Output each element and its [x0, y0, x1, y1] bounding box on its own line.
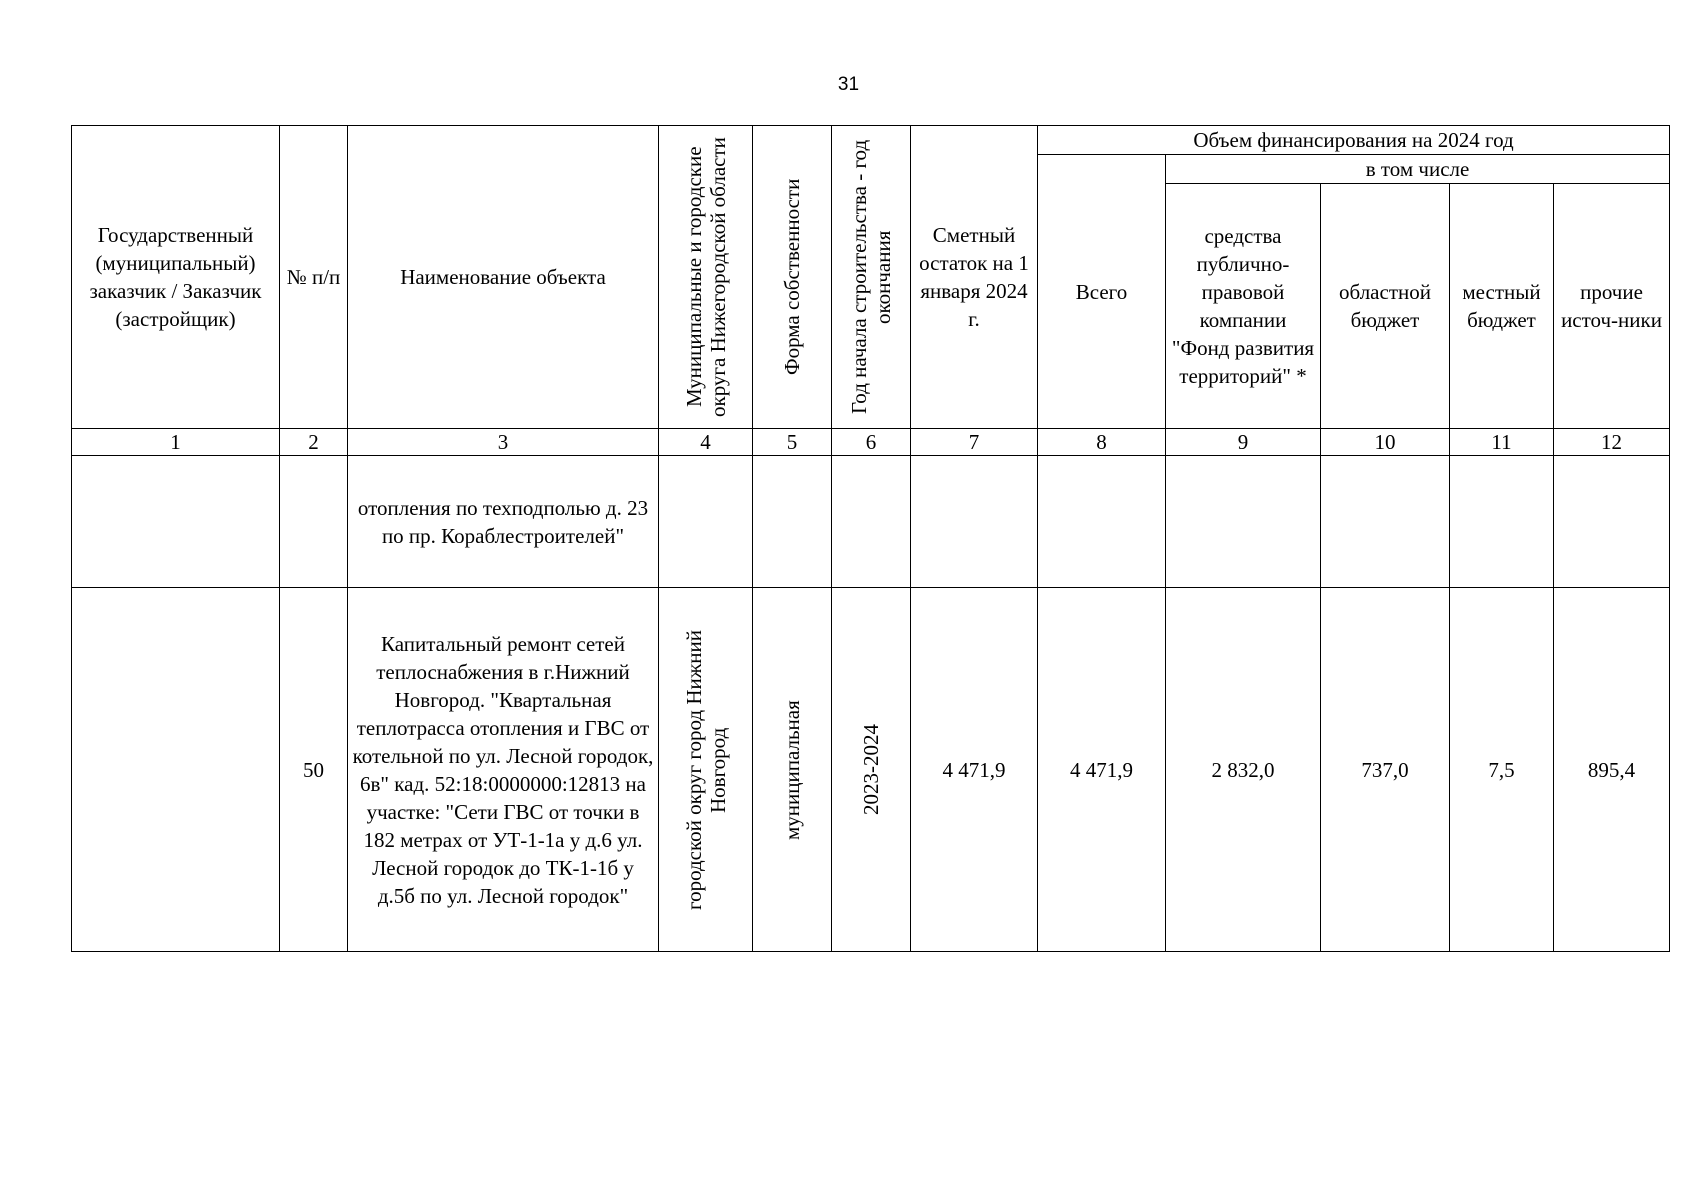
column-number: 11	[1450, 429, 1554, 456]
cell-other	[1554, 456, 1670, 588]
header-total: Всего	[1038, 155, 1166, 429]
column-number: 9	[1166, 429, 1321, 456]
column-number: 3	[348, 429, 659, 456]
header-regional: областной бюджет	[1321, 184, 1450, 429]
header-other: прочие источ-ники	[1554, 184, 1670, 429]
cell-years	[832, 456, 911, 588]
cell-regional: 737,0	[1321, 588, 1450, 952]
header-ownership-text: Форма собственности	[780, 178, 804, 376]
column-number: 10	[1321, 429, 1450, 456]
column-number: 5	[753, 429, 832, 456]
header-municipality	[659, 126, 753, 429]
column-number: 1	[72, 429, 280, 456]
cell-years-text: 2023-2024	[859, 724, 883, 815]
header-estimate: Сметный остаток на 1 января 2024 г.	[911, 126, 1038, 429]
cell-customer	[72, 588, 280, 952]
header-name: Наименование объекта	[348, 126, 659, 429]
column-number: 7	[911, 429, 1038, 456]
header-municipality-text: Муниципальные и городские округа Нижегородской области	[681, 137, 730, 417]
cell-num: 50	[280, 588, 348, 952]
cell-municipality	[659, 456, 753, 588]
cell-ownership	[753, 456, 832, 588]
cell-name: отопления по техподполью д. 23 по пр. Кораблестроителей"	[348, 456, 659, 588]
cell-total: 4 471,9	[1038, 588, 1166, 952]
financing-table	[71, 125, 1670, 952]
header-years-text: Год начала строительства - год окончания	[847, 139, 895, 415]
cell-estimate	[911, 456, 1038, 588]
header-including: в том числе	[1166, 155, 1670, 184]
cell-estimate: 4 471,9	[911, 588, 1038, 952]
header-row-1	[72, 126, 1670, 155]
cell-num	[280, 456, 348, 588]
header-ownership	[753, 126, 832, 429]
cell-other: 895,4	[1554, 588, 1670, 952]
column-number: 8	[1038, 429, 1166, 456]
header-funding: Объем финансирования на 2024 год	[1038, 126, 1670, 155]
header-fund: средства публично-правовой компании "Фонд развития территорий" *	[1166, 184, 1321, 429]
cell-total	[1038, 456, 1166, 588]
column-number: 4	[659, 429, 753, 456]
cell-municipality	[659, 588, 753, 952]
cell-regional	[1321, 456, 1450, 588]
cell-years	[832, 588, 911, 952]
header-years	[832, 126, 911, 429]
cell-local	[1450, 456, 1554, 588]
cell-name: Капитальный ремонт сетей теплоснабжения в г.Нижний Новгород. "Квартальная теплотрасса отопления и ГВС от котельной по ул. Лесной городок, 6в" кад. 52:18:0000000:12813 на участке: "Сети ГВС от точки в 182 метрах от УТ-1-1а у д.6 ул. Лесной городок до ТК-1-1б у д.5б по ул. Лесной городок"	[348, 588, 659, 952]
cell-ownership-text: муниципальная	[780, 699, 804, 840]
table-row	[72, 456, 1670, 588]
column-number: 2	[280, 429, 348, 456]
column-number: 12	[1554, 429, 1670, 456]
cell-customer	[72, 456, 280, 588]
column-number: 6	[832, 429, 911, 456]
cell-municipality-text: городской округ город Нижний Новгород	[681, 629, 730, 910]
page-number: 31	[837, 74, 860, 95]
column-numbers-row	[72, 429, 1670, 456]
cell-local: 7,5	[1450, 588, 1554, 952]
header-customer: Государственный (муниципальный) заказчик / Заказчик (застройщик)	[72, 126, 280, 429]
header-num: № п/п	[280, 126, 348, 429]
cell-ownership	[753, 588, 832, 952]
cell-fund	[1166, 456, 1321, 588]
cell-fund: 2 832,0	[1166, 588, 1321, 952]
header-local: местный бюджет	[1450, 184, 1554, 429]
table-row	[72, 588, 1670, 952]
